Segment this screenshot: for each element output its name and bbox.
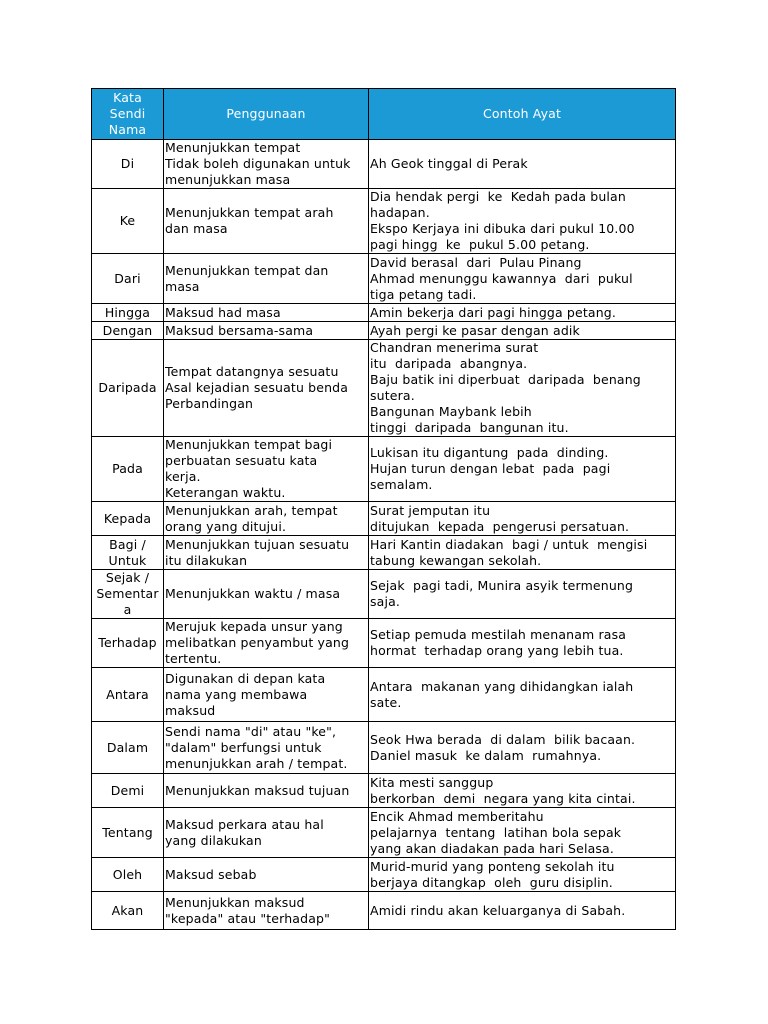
- table-row: [92, 570, 676, 619]
- cell-penggunaan: Menunjukkan tempat Tidak boleh digunakan untuk menunjukkan masa: [164, 140, 369, 189]
- cell-penggunaan: Menunjukkan maksud "kepada" atau "terhadap": [164, 892, 369, 930]
- cell-kata-sendi: Daripada: [92, 340, 164, 437]
- cell-contoh-ayat: Hari Kantin diadakan bagi / untuk mengisi tabung kewangan sekolah.: [369, 536, 676, 570]
- cell-penggunaan: Maksud bersama-sama: [164, 322, 369, 340]
- cell-contoh-ayat: Dia hendak pergi ke Kedah pada bulan hadapan. Ekspo Kerjaya ini dibuka dari pukul 10.00 pagi hingg ke pukul 5.00 petang.: [369, 189, 676, 254]
- cell-penggunaan: Menunjukkan tempat bagi perbuatan sesuatu kata kerja. Keterangan waktu.: [164, 437, 369, 502]
- cell-penggunaan: Menunjukkan waktu / masa: [164, 570, 369, 619]
- cell-contoh-ayat: David berasal dari Pulau Pinang Ahmad menunggu kawannya dari pukul tiga petang tadi.: [369, 254, 676, 304]
- kata-sendi-nama-table: [91, 88, 676, 930]
- cell-kata-sendi: Sejak / Sementar a: [92, 570, 164, 619]
- table-row: [92, 322, 676, 340]
- table-row: [92, 808, 676, 858]
- table-row: [92, 892, 676, 930]
- table-row: [92, 858, 676, 892]
- cell-contoh-ayat: Murid-murid yang ponteng sekolah itu berjaya ditangkap oleh guru disiplin.: [369, 858, 676, 892]
- cell-contoh-ayat: Amin bekerja dari pagi hingga petang.: [369, 304, 676, 322]
- cell-kata-sendi: Oleh: [92, 858, 164, 892]
- cell-contoh-ayat: Ayah pergi ke pasar dengan adik: [369, 322, 676, 340]
- table-row: [92, 304, 676, 322]
- table-row: [92, 254, 676, 304]
- header-kata-sendi-nama: Kata Sendi Nama: [92, 89, 164, 140]
- cell-kata-sendi: Ke: [92, 189, 164, 254]
- cell-kata-sendi: Tentang: [92, 808, 164, 858]
- table-row: [92, 502, 676, 536]
- cell-penggunaan: Menunjukkan tempat dan masa: [164, 254, 369, 304]
- cell-penggunaan: Menunjukkan tujuan sesuatu itu dilakukan: [164, 536, 369, 570]
- header-penggunaan: Penggunaan: [164, 89, 369, 140]
- cell-kata-sendi: Hingga: [92, 304, 164, 322]
- cell-contoh-ayat: Sejak pagi tadi, Munira asyik termenung saja.: [369, 570, 676, 619]
- cell-penggunaan: Maksud sebab: [164, 858, 369, 892]
- cell-contoh-ayat: Lukisan itu digantung pada dinding. Hujan turun dengan lebat pada pagi semalam.: [369, 437, 676, 502]
- table-row: [92, 437, 676, 502]
- cell-kata-sendi: Di: [92, 140, 164, 189]
- table-row: [92, 774, 676, 808]
- cell-kata-sendi: Bagi / Untuk: [92, 536, 164, 570]
- cell-penggunaan: Maksud perkara atau hal yang dilakukan: [164, 808, 369, 858]
- cell-kata-sendi: Antara: [92, 668, 164, 722]
- cell-penggunaan: Maksud had masa: [164, 304, 369, 322]
- header-contoh-ayat: Contoh Ayat: [369, 89, 676, 140]
- cell-contoh-ayat: Surat jemputan itu ditujukan kepada pengerusi persatuan.: [369, 502, 676, 536]
- cell-contoh-ayat: Antara makanan yang dihidangkan ialah sate.: [369, 668, 676, 722]
- table-row: [92, 619, 676, 668]
- table-row: [92, 668, 676, 722]
- cell-penggunaan: Menunjukkan arah, tempat orang yang ditujui.: [164, 502, 369, 536]
- cell-kata-sendi: Kepada: [92, 502, 164, 536]
- cell-kata-sendi: Dalam: [92, 722, 164, 774]
- cell-contoh-ayat: Seok Hwa berada di dalam bilik bacaan. Daniel masuk ke dalam rumahnya.: [369, 722, 676, 774]
- cell-penggunaan: Tempat datangnya sesuatu Asal kejadian sesuatu benda Perbandingan: [164, 340, 369, 437]
- cell-kata-sendi: Akan: [92, 892, 164, 930]
- cell-kata-sendi: Terhadap: [92, 619, 164, 668]
- cell-kata-sendi: Dari: [92, 254, 164, 304]
- table-row: [92, 536, 676, 570]
- table-row: [92, 722, 676, 774]
- cell-penggunaan: Menunjukkan maksud tujuan: [164, 774, 369, 808]
- cell-contoh-ayat: Ah Geok tinggal di Perak: [369, 140, 676, 189]
- table-body: [92, 140, 676, 930]
- table-row: [92, 189, 676, 254]
- cell-penggunaan: Digunakan di depan kata nama yang membawa maksud: [164, 668, 369, 722]
- cell-contoh-ayat: Setiap pemuda mestilah menanam rasa hormat terhadap orang yang lebih tua.: [369, 619, 676, 668]
- cell-kata-sendi: Dengan: [92, 322, 164, 340]
- table-header-row: [92, 89, 676, 140]
- cell-kata-sendi: Pada: [92, 437, 164, 502]
- table-row: [92, 340, 676, 437]
- cell-penggunaan: Merujuk kepada unsur yang melibatkan penyambut yang tertentu.: [164, 619, 369, 668]
- cell-penggunaan: Menunjukkan tempat arah dan masa: [164, 189, 369, 254]
- table-row: [92, 140, 676, 189]
- cell-contoh-ayat: Encik Ahmad memberitahu pelajarnya tentang latihan bola sepak yang akan diadakan pada hari Selasa.: [369, 808, 676, 858]
- cell-contoh-ayat: Amidi rindu akan keluarganya di Sabah.: [369, 892, 676, 930]
- cell-contoh-ayat: Chandran menerima surat itu daripada abangnya. Baju batik ini diperbuat daripada benang sutera. Bangunan Maybank lebih tinggi daripada bangunan itu.: [369, 340, 676, 437]
- cell-penggunaan: Sendi nama "di" atau "ke", "dalam" berfungsi untuk menunjukkan arah / tempat.: [164, 722, 369, 774]
- cell-contoh-ayat: Kita mesti sanggup berkorban demi negara yang kita cintai.: [369, 774, 676, 808]
- cell-kata-sendi: Demi: [92, 774, 164, 808]
